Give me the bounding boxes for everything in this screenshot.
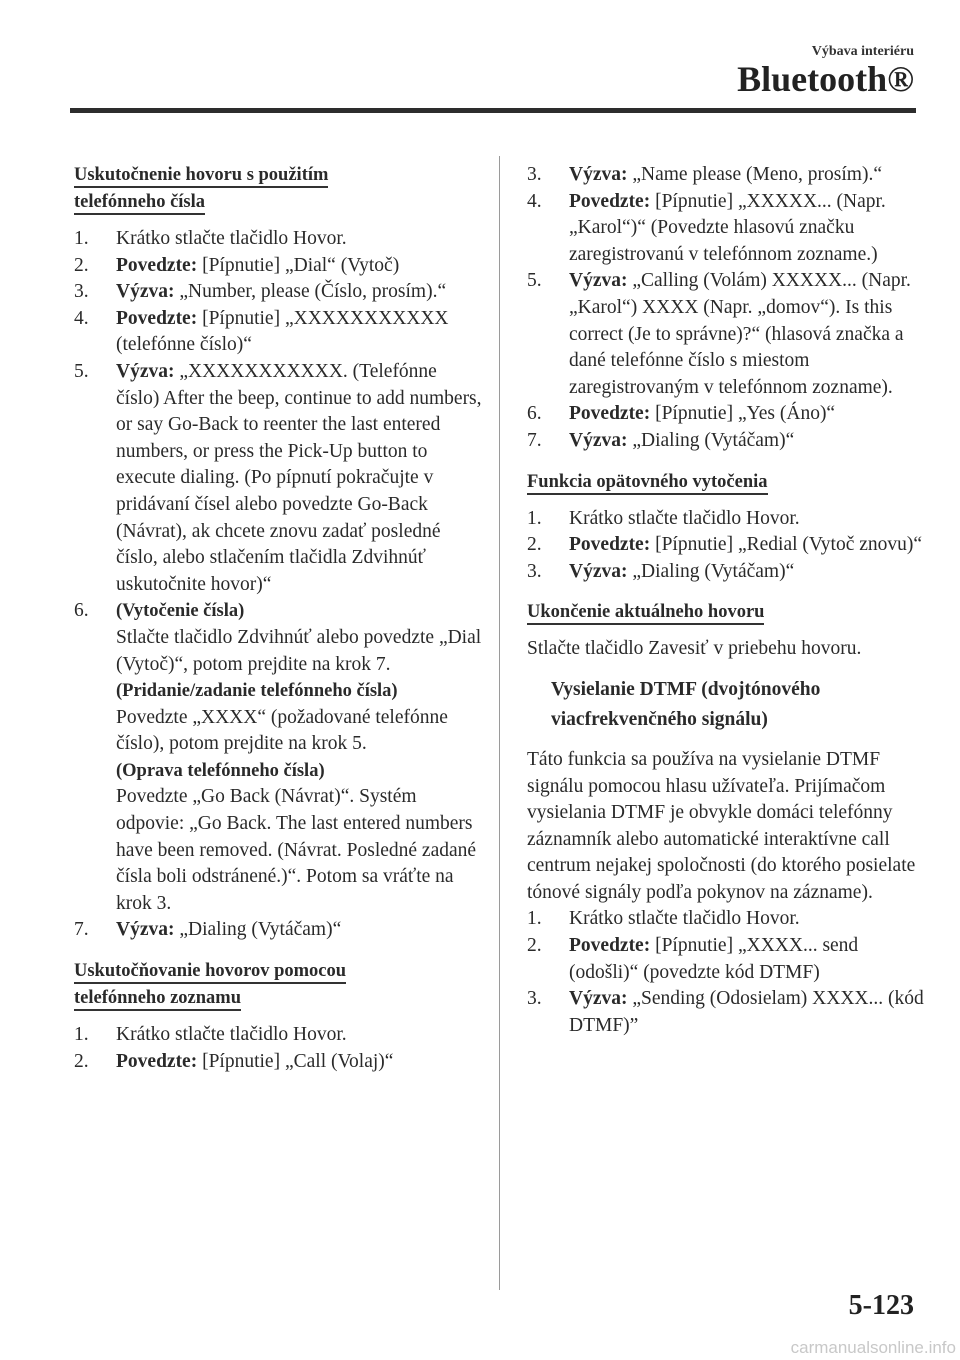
steps-dial-number [74, 226, 484, 944]
steps-phonebook [74, 1022, 484, 1075]
list-item: 1. Krátko stlačte tlačidlo Hovor. [527, 908, 800, 930]
list-item: 3. Výzva: „Number, please (Číslo, prosím).“ [74, 281, 447, 303]
section-heading-dial-number: Uskutočnenie hovoru s použitím telefónneho čísla [74, 162, 328, 216]
list-item: 6. Povedzte: [Pípnutie] „Yes (Áno)“ [527, 403, 836, 425]
list-item: 3. Výzva: „Dialing (Vytáčam)“ [527, 560, 795, 582]
section-heading-redial: Funkcia opätovného vytočenia [527, 469, 768, 496]
list-item: 3. Výzva: „Name please (Meno, prosím).“ [527, 164, 882, 185]
section-heading-end-call: Ukončenie aktuálneho hovoru [527, 599, 764, 626]
list-item: 1. Krátko stlačte tlačidlo Hovor. [527, 507, 800, 529]
page-number: 5-123 [848, 1290, 914, 1321]
page-title: Bluetooth® [737, 59, 914, 99]
header-rule [70, 108, 916, 113]
list-item: 2. Povedzte: [Pípnutie] „Redial (Vytoč znovu)“ [527, 534, 923, 556]
list-item: 2. Povedzte: [Pípnutie] „XXXX... send (odošli)“ (povedzte kód DTMF) [527, 935, 859, 983]
section-subtitle: Výbava interiéru [811, 44, 914, 59]
list-item: 1. Krátko stlačte tlačidlo Hovor. [74, 228, 347, 249]
end-call-text: Stlačte tlačidlo Zavesiť v priebehu hovoru. [527, 638, 862, 660]
right-column [527, 162, 927, 1053]
list-item: 4. Povedzte: [Pípnutie] „XXXXX... (Napr. „Karol“)“ (Povedzte hlasovú značku zaregistrovanú v telefónnom zozname.) [527, 190, 886, 265]
section-heading-dtmf: Vysielanie DTMF (dvojtónového viacfrekvenčného signálu) [551, 678, 821, 730]
dtmf-description: Táto funkcia sa používa na vysielanie DTMF signálu pomocou hlasu užívateľa. Prijímačom vysielania DTMF je obvykle domáci telefónny záznamník alebo automatické interaktívne call centrum nejakej spoločnosti (do ktorého posielate tónové signály podľa pokynov na zázname). [527, 748, 916, 903]
list-item: 3. Výzva: „Sending (Odosielam) XXXX... (kód DTMF)” [527, 988, 924, 1036]
list-item: 6. (Vytočenie čísla) Stlačte tlačidlo Zdvihnúť alebo povedzte „Dial (Vytoč)“, potom prejdite na krok 7. (Pridanie/zadanie telefónneho čísla) Povedzte „XXXX“ (požadované telefónne číslo), potom prejdite na krok 5. (Oprava telefónneho čísla) Povedzte „Go Back (Návrat)“. Systém odpovie: „Go Back. The last entered numbers have been removed. (Návrat. Posledné zadané čísla boli odstránené.)“. Potom sa vráťte na krok 3. [74, 600, 482, 914]
list-item: 1. Krátko stlačte tlačidlo Hovor. [74, 1024, 347, 1046]
left-column [74, 162, 484, 1089]
list-item: 2. Povedzte: [Pípnutie] „Call (Volaj)“ [74, 1050, 394, 1072]
steps-dtmf [527, 906, 927, 1039]
steps-redial [527, 506, 927, 586]
list-item: 2. Povedzte: [Pípnutie] „Dial“ (Vytoč) [74, 254, 400, 276]
list-item: 7. Výzva: „Dialing (Vytáčam)“ [74, 919, 342, 941]
column-divider [499, 156, 500, 1290]
list-item: 5. Výzva: „XXXXXXXXXXX. (Telefónne číslo) After the beep, continue to add numbers, or say Go-Back to reenter the last entered numbers, or press the Pick-Up button to execute dialing. (Po pípnutí pokračujte v pridávaní čísel alebo povedzte Go-Back (Návrat), ak chcete znovu zadať posledné číslo, alebo stlačením tlačidla Zdvihnúť uskutočnite hovor)“ [74, 360, 482, 595]
list-item: 4. Povedzte: [Pípnutie] „XXXXXXXXXXX (telefónne číslo)“ [74, 307, 449, 356]
list-item: 5. Výzva: „Calling (Volám) XXXXX... (Napr. „Karol“) XXXX (Napr. „domov“). Is this correct (Je to správne)?“ (hlasová značka a dané telefónne číslo s miestom zaregistrovaným v telefónnom zozname). [527, 270, 911, 398]
list-item: 7. Výzva: „Dialing (Vytáčam)“ [527, 429, 795, 451]
section-heading-phonebook: Uskutočňovanie hovorov pomocou telefónneho zoznamu [74, 958, 346, 1012]
steps-phonebook-continued [527, 162, 927, 455]
watermark: carmanualsonline.info [790, 1338, 956, 1357]
